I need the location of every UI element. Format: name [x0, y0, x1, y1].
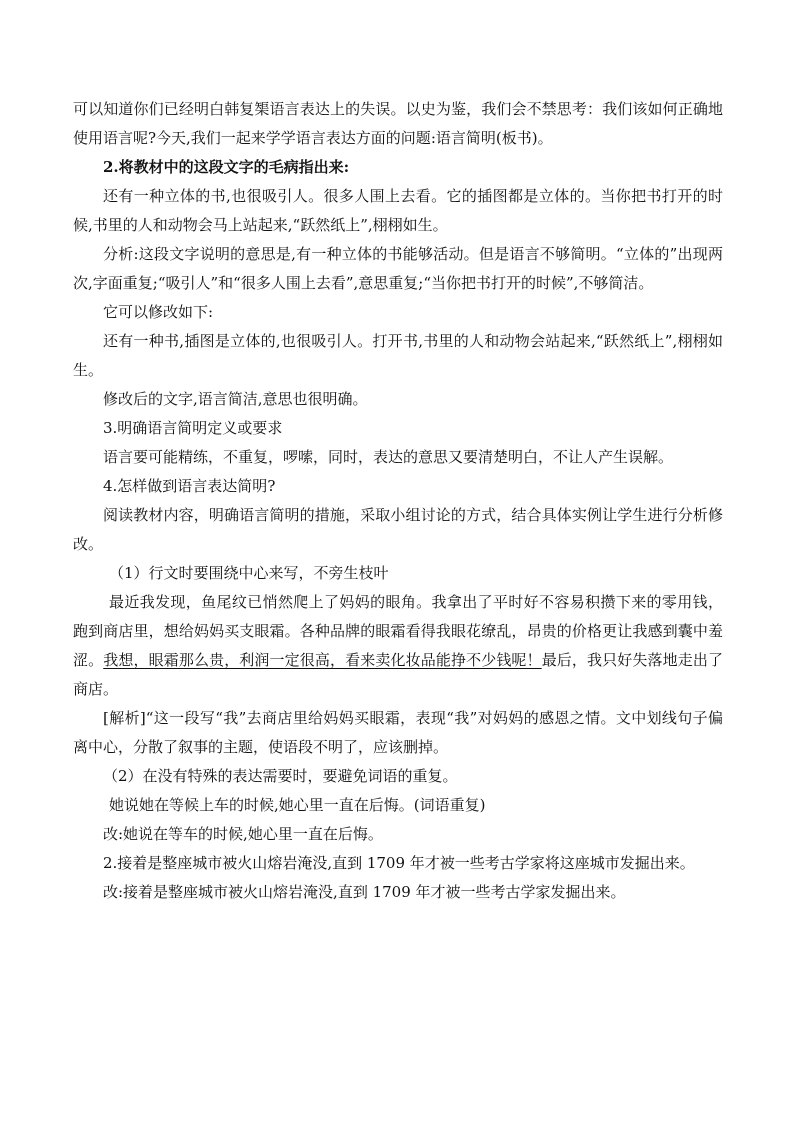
- analysis-paragraph: 分析:这段文字说明的意思是,有一种立体的书能够活动。但是语言不够简明。“立体的”出现两次,字面重复;“吸引人”和“很多人围上去看”,意思重复;“当你把书打开的时候”,不够简洁。: [73, 245, 723, 292]
- revision-intro: 它可以修改如下:: [103, 303, 214, 321]
- subheading-1: （1）行文时要围绕中心来写，不旁生枝叶: [109, 564, 389, 582]
- revision-summary: 修改后的文字,语言简洁,意思也很明确。: [103, 390, 368, 408]
- revised-text-paragraph: 还有一种书,插图是立体的,也很吸引人。打开书,书里的人和动物会站起来,“跃然纸上”,栩栩如生。: [73, 332, 723, 379]
- document-body: [73, 95, 723, 907]
- intro-paragraph: 可以知道你们已经明白韩复榘语言表达上的失误。以史为鉴，我们会不禁思考：我们该如何正确地使用语言呢?今天,我们一起来学学语言表达方面的问题:语言简明(板书)。: [73, 100, 723, 147]
- example-text-paragraph: 还有一种立体的书,也很吸引人。很多人围上去看。它的插图都是立体的。当你把书打开的时候,书里的人和动物会马上站起来,“跃然纸上”,栩栩如生。: [73, 187, 723, 234]
- story-ending: 最后，我只好失落地走出了商店。: [73, 651, 723, 698]
- method-paragraph: 阅读教材内容，明确语言简明的措施，采取小组讨论的方式，结合具体实例让学生进行分析修改。: [73, 506, 723, 553]
- second-example: 2.接着是整座城市被火山熔岩淹没,直到 1709 年才被一些考古学家将这座城市发掘出来。: [103, 854, 695, 872]
- section-heading-2: 2.将教材中的这段文字的毛病指出来:: [103, 158, 350, 176]
- underlined-sentence: 我想，眼霜那么贵，利润一定很高，看来卖化妆品能挣不少钱呢！: [103, 651, 542, 669]
- section-heading-3: 3.明确语言简明定义或要求: [103, 419, 283, 437]
- definition-paragraph: 语言要可能精练，不重复，啰嗦，同时，表达的意思又要清楚明白，不让人产生误解。: [103, 448, 674, 466]
- subheading-2: （2）在没有特殊的表达需要时，要避免词语的重复。: [103, 767, 458, 785]
- story-text: 最近我发现，鱼尾纹已悄然爬上了妈妈的眼角。我拿出了平时好不容易积攒下来的零用钱，跑到商店里，想给妈妈买支眼霜。各种品牌的眼霜看得我眼花缭乱，昂贵的价格更让我感到囊中羞涩。: [73, 593, 723, 669]
- explanation-paragraph: [解析]“这一段写“我”去商店里给妈妈买眼霜，表现“我”对妈妈的感恩之情。文中划线句子偏离中心，分散了叙事的主题，使语段不明了，应该删掉。: [73, 709, 723, 756]
- repetition-example: 她说她在等候上车的时候,她心里一直在后悔。(词语重复): [109, 796, 486, 814]
- second-correction: 改:接着是整座城市被火山熔岩淹没,直到 1709 年才被一些考古学家发掘出来。: [103, 883, 626, 901]
- repetition-correction: 改:她说在等车的时候,她心里一直在后悔。: [103, 825, 383, 843]
- section-heading-4: 4.怎样做到语言表达简明?: [103, 477, 276, 495]
- example-story-paragraph: [73, 588, 723, 704]
